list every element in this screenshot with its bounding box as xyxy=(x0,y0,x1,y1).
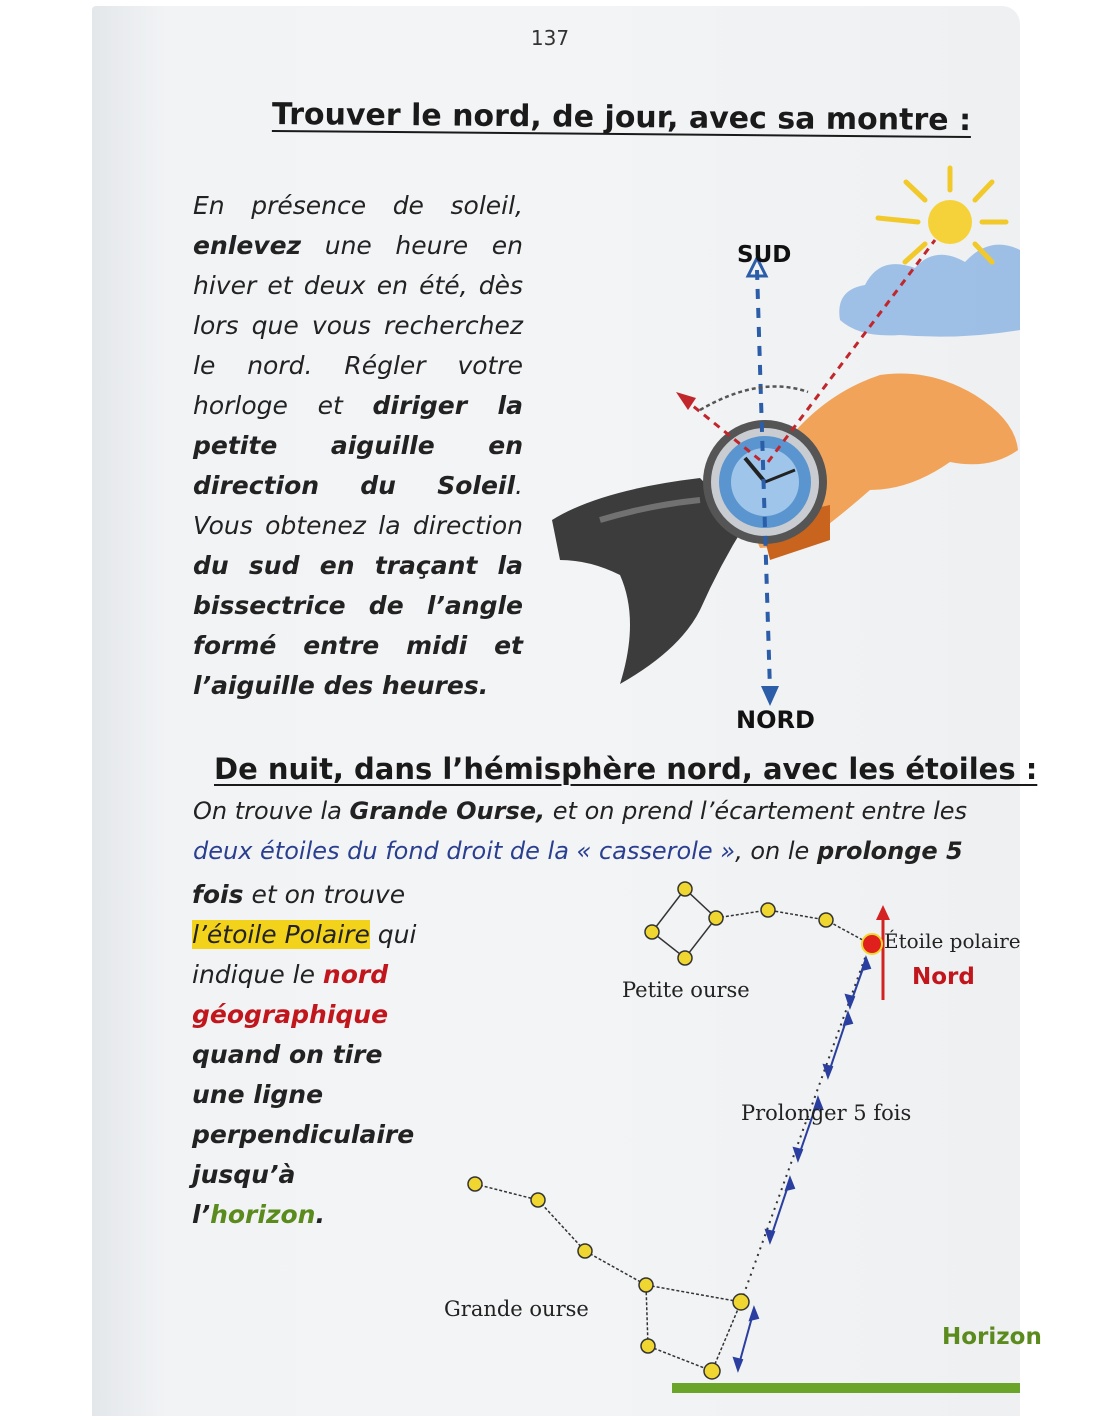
day-text-5: . Vous obtenez la direction xyxy=(193,471,523,540)
horizon-line xyxy=(672,1383,1020,1393)
night-text: fois xyxy=(192,880,244,909)
night-intro-line-1 xyxy=(193,797,967,825)
horizon-word: horizon xyxy=(210,1200,316,1229)
label-petite-ourse: Petite ourse xyxy=(622,978,750,1002)
day-paragraph xyxy=(193,186,523,706)
day-text-6: du sud en traçant la bissectrice de l’angle formé entre midi et l’aiguille des heures. xyxy=(193,551,523,700)
polaris-star xyxy=(862,934,882,954)
big-bear-stars xyxy=(468,1177,749,1379)
night-text: et on trouve xyxy=(243,880,406,909)
heading-night: De nuit, dans l’hémisphère nord, avec les étoiles : xyxy=(214,752,1038,786)
little-bear-stars xyxy=(645,882,833,965)
night-text: quand on tire une ligne perpendiculaire jusqu’à l’ xyxy=(192,1040,415,1229)
night-intro-line-2 xyxy=(193,837,963,865)
night-text: . xyxy=(315,1200,325,1229)
intro-prolonge: prolonge 5 xyxy=(816,837,963,865)
day-text-1: En présence de soleil, xyxy=(193,191,523,220)
watch-illustration xyxy=(540,155,1020,735)
intro-text: On trouve la xyxy=(193,797,350,825)
label-horizon: Horizon xyxy=(942,1324,1042,1350)
label-north: NORD xyxy=(736,706,815,734)
intro-grande-ourse: Grande Ourse, xyxy=(349,797,546,825)
day-text-4: diriger la petite aiguille en direction du Soleil xyxy=(193,391,523,500)
day-text-3: une heure en hiver et deux en été, dès lors que vous recherchez le nord. Régler votre horloge et xyxy=(193,231,523,420)
intro-casserole: deux étoiles du fond droit de la « casserole » xyxy=(193,837,736,865)
nord-geographique: nord géographique xyxy=(192,960,389,1029)
star-diagram xyxy=(430,870,1042,1400)
polaris-highlight: l’étoile Polaire xyxy=(192,920,370,949)
label-nord: Nord xyxy=(912,964,975,990)
intro-text: et on prend l’écartement entre les xyxy=(545,797,968,825)
intro-text: , on le xyxy=(735,837,817,865)
cloud-icon xyxy=(839,245,1020,337)
night-paragraph xyxy=(192,875,432,1235)
page-number: 137 xyxy=(530,26,570,50)
label-grande-ourse: Grande ourse xyxy=(444,1297,589,1321)
label-south: SUD xyxy=(737,242,792,268)
day-text-2: enlevez xyxy=(193,231,302,260)
night-text: qui indique le xyxy=(192,920,417,989)
label-polaris: Étoile polaire xyxy=(884,929,1021,953)
label-prolonger: Prolonger 5 fois xyxy=(741,1101,912,1125)
heading-day: Trouver le nord, de jour, avec sa montre : xyxy=(271,96,972,139)
